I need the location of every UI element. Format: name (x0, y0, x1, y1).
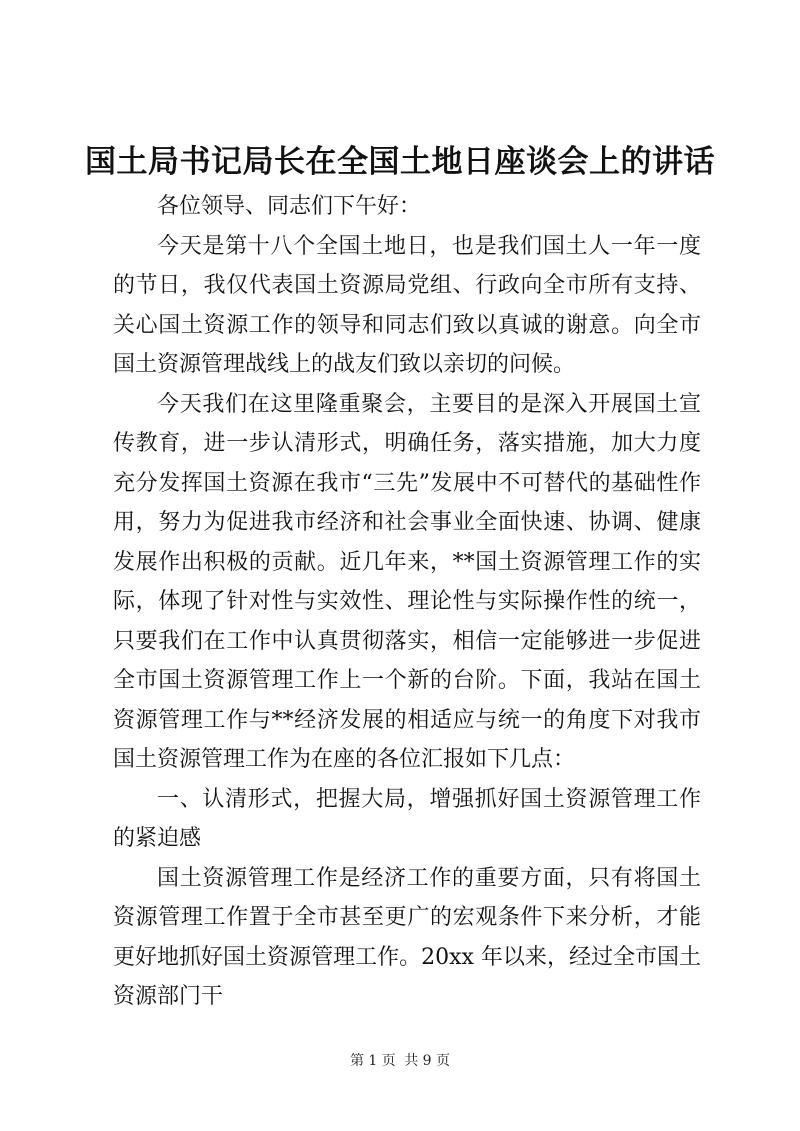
page-number: 第 1 页 (349, 1053, 396, 1069)
document-title: 国土局书记局长在全国土地日座谈会上的讲话 (85, 144, 715, 180)
document-body (113, 187, 701, 1017)
page-total: 共 9 页 (404, 1053, 451, 1069)
paragraph: 国土资源管理工作是经济工作的重要方面，只有将国土资源管理工作置于全市甚至更广的宏观条件下来分析，才能更好地抓好国土资源管理工作。20xx 年以来，经过全市国土资源部门干 (113, 865, 701, 1009)
paragraph-greeting: 各位领导、同志们下午好： (157, 194, 422, 219)
section-heading: 一、认清形式，把握大局，增强抓好国土资源管理工作的紧迫感 (113, 786, 701, 851)
page-footer (0, 1051, 800, 1071)
paragraph: 今天我们在这里隆重聚会，主要目的是深入开展国土宣传教育，进一步认清形式，明确任务，落实措施，加大力度充分发挥国土资源在我市“三先”发展中不可替代的基础性作用，努力为促进我市经济和社会事业全面快速、协调、健康发展作出积极的贡献。近几年来，**国土资源管理工作的实际，体现了针对性与实效性、理论性与实际操作性的统一，只要我们在工作中认真贯彻落实，相信一定能够进一步促进全市国土资源管理工作上一个新的台阶。下面，我站在国土资源管理工作与**经济发展的相适应与统一的角度下对我市国土资源管理工作为在座的各位汇报如下几点： (113, 391, 701, 772)
paragraph: 今天是第十八个全国土地日，也是我们国土人一年一度的节日，我仅代表国土资源局党组、行政向全市所有支持、关心国土资源工作的领导和同志们致以真诚的谢意。向全市国土资源管理战线上的战友们致以亲切的问候。 (113, 233, 701, 377)
